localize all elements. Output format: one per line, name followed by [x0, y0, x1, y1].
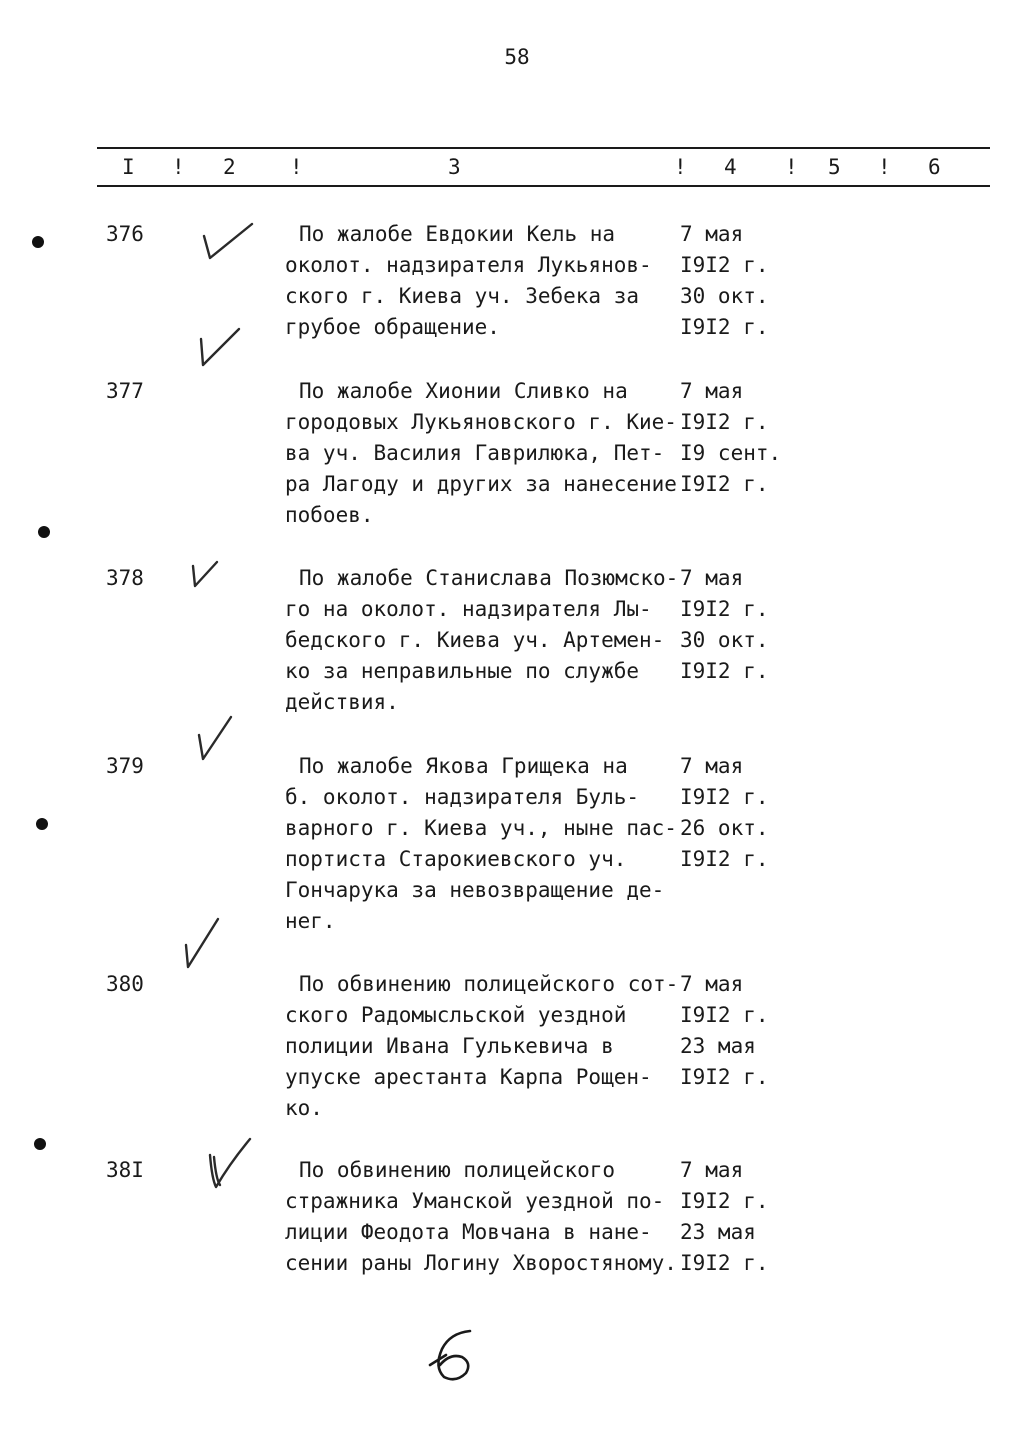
header-sep: ! — [878, 155, 891, 179]
description-line: По жалобе Станислава Позюмско- — [299, 566, 679, 590]
check-mark-icon — [187, 558, 227, 592]
check-mark-icon — [180, 915, 225, 973]
date-line: I9I2 г. — [680, 410, 769, 434]
date-line: 7 мая — [680, 754, 744, 778]
description-line: побоев. — [285, 503, 374, 527]
description-line: го на околот. надзирателя Лы- — [285, 597, 652, 621]
date-line: 7 мая — [680, 379, 744, 403]
description-line: бедского г. Киева уч. Артемен- — [285, 628, 665, 652]
date-line: I9I2 г. — [680, 253, 769, 277]
description-line: лиции Феодота Мовчана в нане- — [285, 1220, 652, 1244]
date-line: I9I2 г. — [680, 315, 769, 339]
date-line: 23 мая — [680, 1034, 756, 1058]
date-line: I9I2 г. — [680, 1065, 769, 1089]
description-line: Гончарука за невозвращение де- — [285, 878, 665, 902]
date-line: 23 мая — [680, 1220, 756, 1244]
table-top-rule — [97, 147, 990, 149]
description-line: портиста Старокиевского уч. — [285, 847, 627, 871]
entry-number: 376 — [106, 222, 144, 246]
header-sep: ! — [674, 155, 687, 179]
binding-hole — [32, 236, 44, 248]
date-line: I9I2 г. — [680, 785, 769, 809]
date-line: I9I2 г. — [680, 472, 769, 496]
check-mark-icon — [195, 325, 245, 370]
binding-hole — [38, 526, 50, 538]
description-line: городовых Лукьяновского г. Кие- — [285, 410, 677, 434]
entry-number: 377 — [106, 379, 144, 403]
header-col-5: 5 — [828, 155, 841, 179]
date-line: I9I2 г. — [680, 847, 769, 871]
date-line: 7 мая — [680, 1158, 744, 1182]
entry-number: 379 — [106, 754, 144, 778]
header-col-3: 3 — [448, 155, 461, 179]
date-line: 30 окт. — [680, 284, 769, 308]
table-bottom-rule — [97, 185, 990, 187]
date-line: I9I2 г. — [680, 659, 769, 683]
description-line: околот. надзирателя Лукьянов- — [285, 253, 652, 277]
date-line: 7 мая — [680, 566, 744, 590]
date-line: I9I2 г. — [680, 1189, 769, 1213]
entry-number: 378 — [106, 566, 144, 590]
header-sep: ! — [290, 155, 303, 179]
description-line: упуске арестанта Карпа Рощен- — [285, 1065, 652, 1089]
description-line: полиции Ивана Гулькевича в — [285, 1034, 614, 1058]
description-line: ского Радомысльской уездной — [285, 1003, 627, 1027]
header-sep: ! — [172, 155, 185, 179]
page-number: 58 — [504, 45, 530, 69]
date-line: 26 окт. — [680, 816, 769, 840]
header-col-2: 2 — [223, 155, 236, 179]
description-line: действия. — [285, 690, 399, 714]
check-mark-icon — [198, 220, 258, 262]
description-line: б. околот. надзирателя Буль- — [285, 785, 640, 809]
description-line: По обвинению полицейского сот- — [299, 972, 679, 996]
description-line: По жалобе Якова Грищека на — [299, 754, 628, 778]
description-line: ко. — [285, 1096, 323, 1120]
description-line: варного г. Киева уч., ныне пас- — [285, 816, 677, 840]
description-line: ра Лагоду и других за нанесение — [285, 472, 677, 496]
description-line: По обвинению полицейского — [299, 1158, 616, 1182]
description-line: По жалобе Евдокии Кель на — [299, 222, 616, 246]
date-line: 7 мая — [680, 222, 744, 246]
date-line: I9I2 г. — [680, 1003, 769, 1027]
date-line: I9I2 г. — [680, 1251, 769, 1275]
description-line: нег. — [285, 909, 336, 933]
header-sep: ! — [785, 155, 798, 179]
handwritten-page-mark — [420, 1325, 490, 1385]
binding-hole — [34, 1138, 46, 1150]
header-col-6: 6 — [928, 155, 941, 179]
description-line: стражника Уманской уездной по- — [285, 1189, 665, 1213]
date-line: I9 сент. — [680, 441, 782, 465]
date-line: 7 мая — [680, 972, 744, 996]
description-line: сении раны Логину Хворостяному. — [285, 1251, 677, 1275]
description-line: ко за неправильные по службе — [285, 659, 640, 683]
check-mark-icon — [200, 1135, 256, 1193]
date-line: I9I2 г. — [680, 597, 769, 621]
date-line: 30 окт. — [680, 628, 769, 652]
description-line: По жалобе Хионии Сливко на — [299, 379, 628, 403]
binding-hole — [36, 818, 48, 830]
header-col-1: I — [122, 155, 135, 179]
entry-number: 38I — [106, 1158, 144, 1182]
description-line: ва уч. Василия Гаврилюка, Пет- — [285, 441, 665, 465]
entry-number: 380 — [106, 972, 144, 996]
check-mark-icon — [193, 713, 238, 765]
description-line: ского г. Киева уч. Зебека за — [285, 284, 640, 308]
description-line: грубое обращение. — [285, 315, 500, 339]
header-col-4: 4 — [724, 155, 737, 179]
